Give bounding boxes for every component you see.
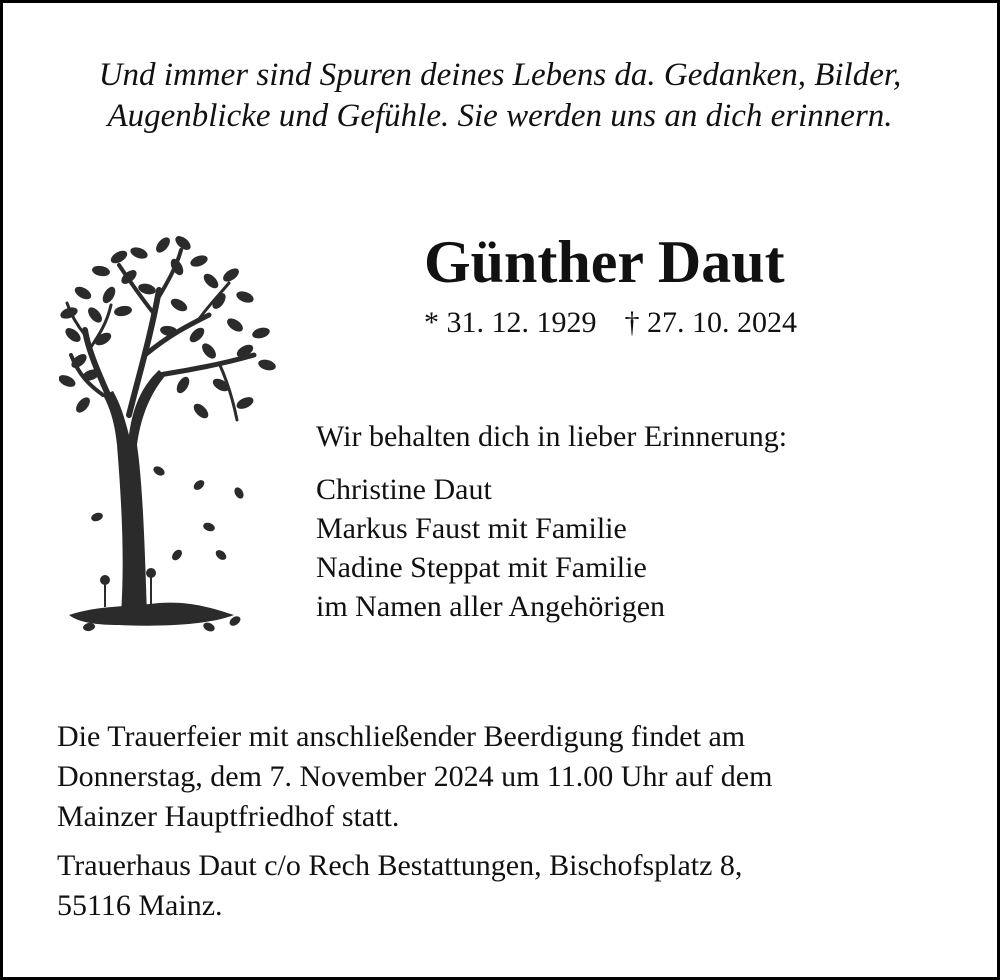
ceremony-line: Donnerstag, dem 7. November 2024 um 11.00 Uhr auf dem	[57, 760, 773, 793]
mourning-address	[57, 846, 742, 926]
ceremony-line: Die Trauerfeier mit anschließender Beerdigung findet am	[57, 720, 746, 753]
farewell-line: Wir behalten dich in lieber Erinnerung:	[316, 420, 788, 453]
address-line: 55116 Mainz.	[57, 889, 223, 922]
deceased-name: Günther Daut	[424, 229, 785, 295]
tree-with-falling-leaves-icon	[59, 235, 279, 645]
quote-line: Augenblicke und Gefühle. Sie werden uns an dich erinnern.	[107, 98, 893, 134]
mourner-name: im Namen aller Angehörigen	[316, 590, 666, 623]
quote-line: Und immer sind Spuren deines Lebens da. Gedanken, Bilder,	[98, 57, 902, 93]
life-dates	[424, 303, 797, 343]
mourner-name: Christine Daut	[316, 473, 492, 506]
mourner-name: Nadine Steppat mit Familie	[316, 551, 647, 584]
memorial-quote	[3, 55, 997, 137]
ceremony-line: Mainzer Hauptfriedhof statt.	[57, 800, 400, 833]
ceremony-notice	[57, 717, 772, 837]
birth-date: * 31. 12. 1929	[424, 306, 597, 339]
death-date: † 27. 10. 2024	[624, 306, 797, 339]
mourners-list	[316, 470, 665, 626]
address-line: Trauerhaus Daut c/o Rech Bestattungen, Bischofsplatz 8,	[57, 849, 743, 882]
mourner-name: Markus Faust mit Familie	[316, 512, 627, 545]
